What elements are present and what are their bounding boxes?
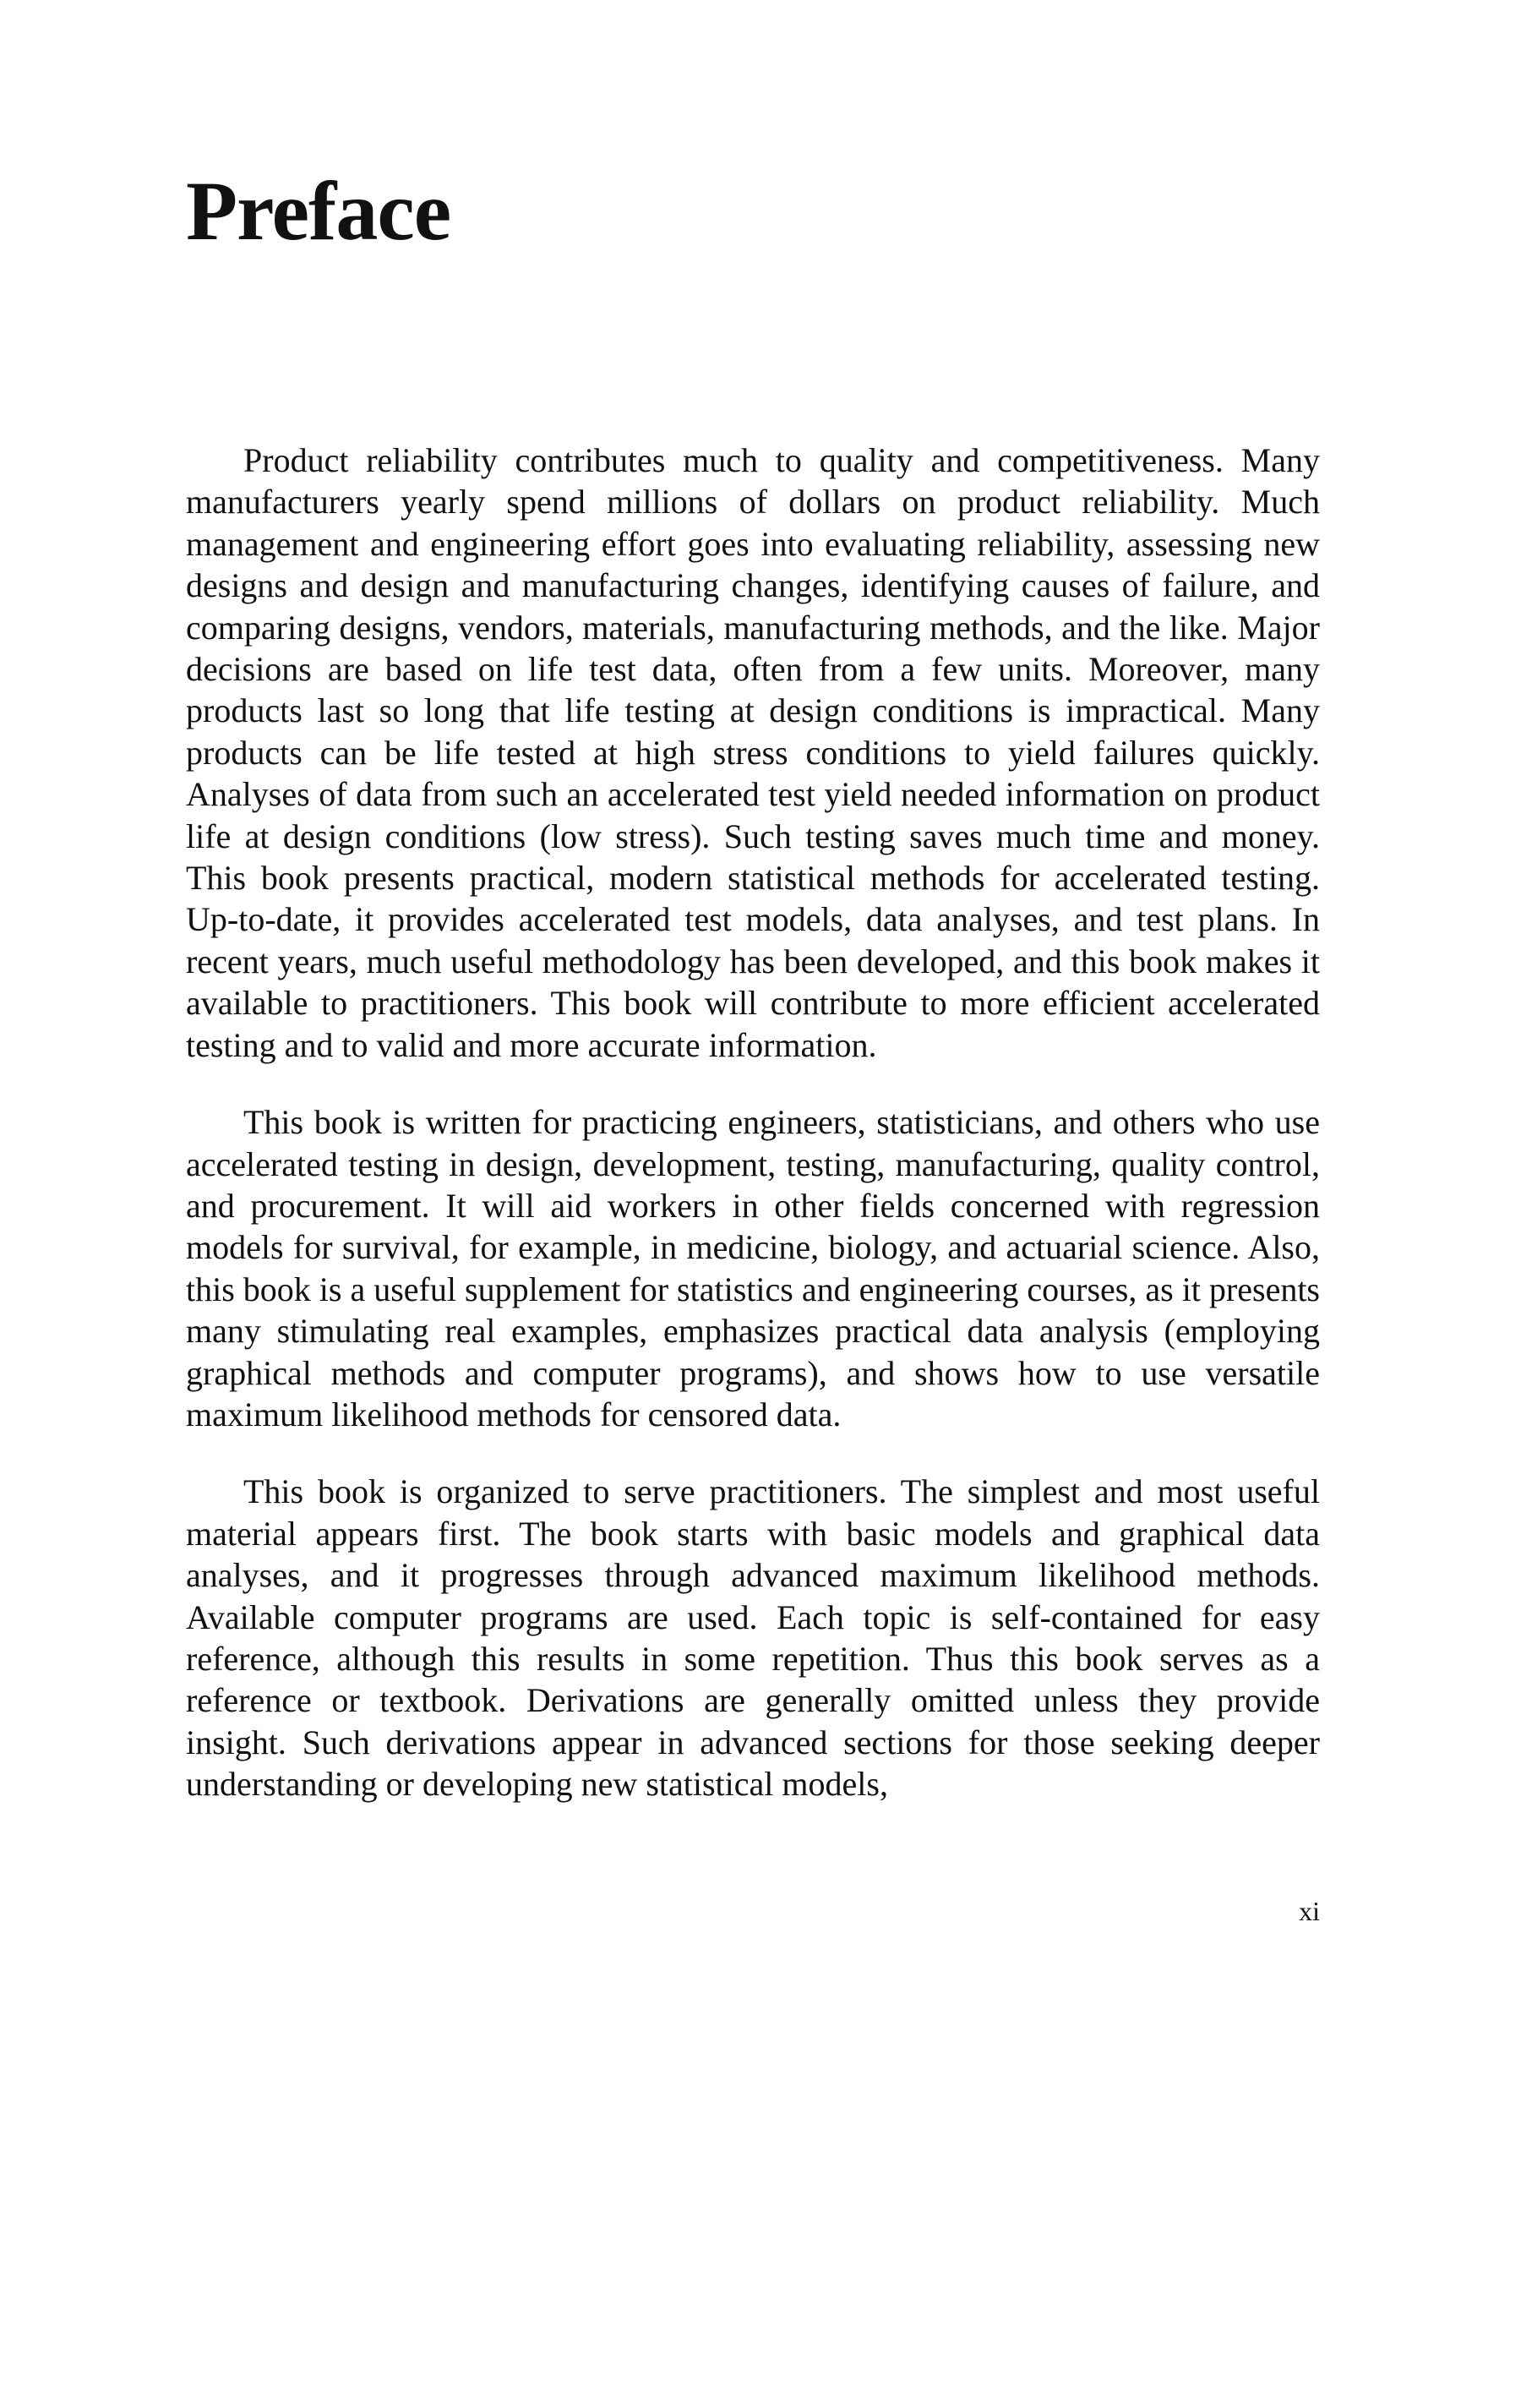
page-title: Preface xyxy=(186,164,451,258)
page-number: xi xyxy=(1299,1896,1320,1926)
paragraph: This book is written for practicing engineers, statisticians, and others who use accelerated testing in design, development, testing, manufacturing, quality control, and procurement. It will aid workers in other fields concerned with regression models for survival, for example, in medicine, biology, and actuarial science. Also, this book is a useful supplement for statistics and engineering courses, as it presents many stimulating real examples, emphasizes practical data analysis (employing graphical methods and computer programs), and shows how to use versatile maximum likelihood methods for censored data. xyxy=(186,1103,1320,1433)
preface-body xyxy=(186,440,1320,1841)
paragraph: This book is organized to serve practitioners. The simplest and most useful material appears first. The book starts with basic models and graphical data analyses, and it progresses through advanced maximum likelihood methods. Available computer programs are used. Each topic is self-contained for easy reference, although this results in some repetition. Thus this book serves as a reference or textbook. Derivations are generally omitted unless they provide insight. Such derivations appear in advanced sections for those seeking deeper understanding or developing new statistical models, xyxy=(186,1472,1320,1804)
paragraph: Product reliability contributes much to quality and competitiveness. Many manufacturers yearly spend millions of dollars on product reliability. Much management and engineering effort goes into evaluating reliability, assessing new designs and design and manufacturing changes, identifying causes of failure, and comparing designs, vendors, materials, manufacturing methods, and the like. Major decisions are based on life test data, often from a few units. Moreover, many products last so long that life testing at design conditions is impractical. Many products can be life tested at high stress conditions to yield failures quickly. Analyses of data from such an accelerated test yield needed information on product life at design conditions (low stress). Such testing saves much time and money. This book presents practical, modern statistical methods for accelerated testing. Up-to-date, it provides accelerated test models, data analyses, and test plans. In recent years, much useful methodology has been developed, and this book makes it available to practitioners. This book will contribute to more efficient accelerated testing and to valid and more accurate information. xyxy=(186,441,1320,1064)
